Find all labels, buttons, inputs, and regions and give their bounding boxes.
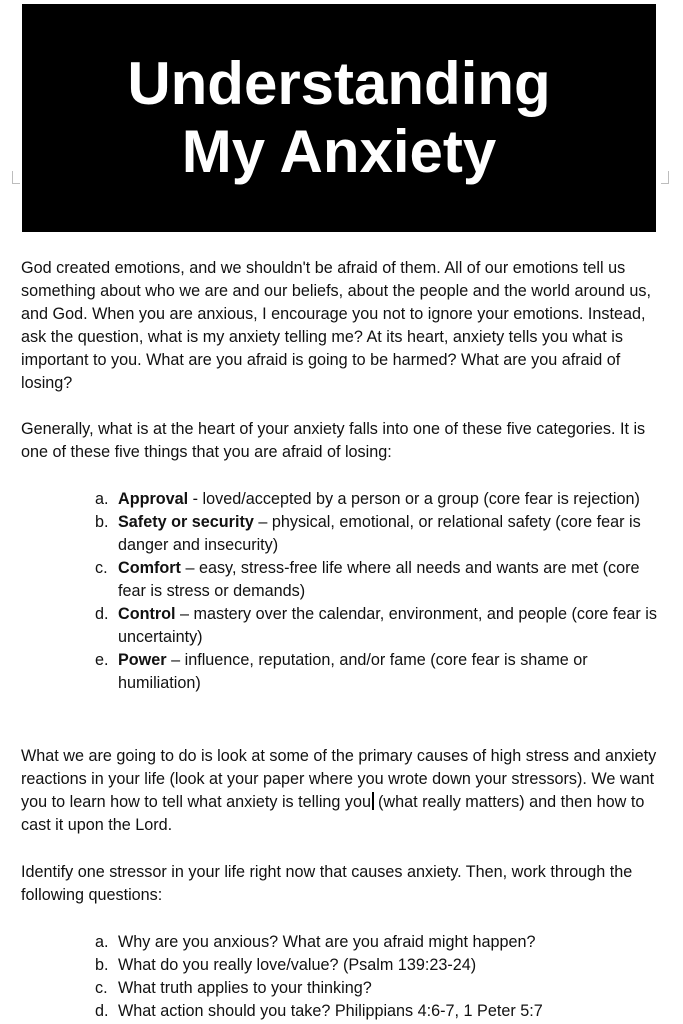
question-text: What action should you take? Philippians 4:6-7, 1 Peter 5:7 [118,1002,543,1020]
list-item [95,557,661,603]
category-term: Approval [118,490,189,508]
list-marker: a. [95,933,109,951]
list-item [95,954,661,977]
question-text: What truth applies to your thinking? [118,979,372,997]
list-marker: c. [95,559,108,577]
title-line-2: My Anxiety [181,118,497,185]
category-description: – easy, stress-free life where all needs and wants are met (core fear is stress or demands) [118,559,640,600]
list-item [95,488,661,511]
list-item [95,649,661,695]
title-banner [22,4,656,232]
category-description: – influence, reputation, and/or fame (core fear is shame or humiliation) [118,651,588,692]
list-marker: c. [95,979,108,997]
question-text: Why are you anxious? What are you afraid might happen? [118,933,536,951]
page-corner-mark-right [661,171,669,184]
list-marker: b. [95,513,109,531]
page-corner-mark-left [12,171,20,184]
category-description: - loved/accepted by a person or a group (core fear is rejection) [188,490,640,508]
categories-intro-paragraph: Generally, what is at the heart of your anxiety falls into one of these five categories. It is one of these five things that you are afraid of losing: [21,420,646,461]
list-item [95,511,661,557]
categories-list [95,488,661,695]
list-marker: e. [95,651,109,669]
intro-paragraph: God created emotions, and we shouldn't be afraid of them. All of our emotions tell us something about who we are and our beliefs, about the people and the world around us, and God. When you are anxious, I encourage you not to ignore your emotions. Instead, ask the question, what is my anxiety telling me? At its heart, anxiety tells you what is important to you. What are you afraid is going to be harmed? What are you afraid of losing? [21,259,651,392]
category-term: Control [118,605,176,623]
questions-list [95,931,661,1023]
list-item [95,1000,661,1023]
list-marker: d. [95,605,109,623]
category-term: Safety or security [118,513,254,531]
list-item [95,977,661,1000]
stress-paragraph[interactable] [21,745,661,837]
category-term: Comfort [118,559,181,577]
category-term: Power [118,651,167,669]
stress-paragraph-text-end: (what really matters) and then how to cast it upon the Lord. [21,793,645,834]
question-text: What do you really love/value? (Psalm 139:23-24) [118,956,477,974]
category-description: – physical, emotional, or relational safety (core fear is danger and insecurity) [118,513,641,554]
list-item [95,603,661,649]
title-line-1: Understanding [127,50,551,117]
identify-paragraph: Identify one stressor in your life right now that causes anxiety. Then, work through the following questions: [21,863,633,904]
list-marker: a. [95,490,109,508]
list-marker: d. [95,1002,109,1020]
category-description: – mastery over the calendar, environment, and people (core fear is uncertainty) [118,605,657,646]
stress-paragraph-text-start: What we are going to do is look at some of the primary causes of high stress and anxiety reactions in your life (look at your paper where you wrote down your stressors). We want you to learn how to tell what anxiety is telling you [21,747,657,811]
list-item [95,931,661,954]
list-marker: b. [95,956,109,974]
